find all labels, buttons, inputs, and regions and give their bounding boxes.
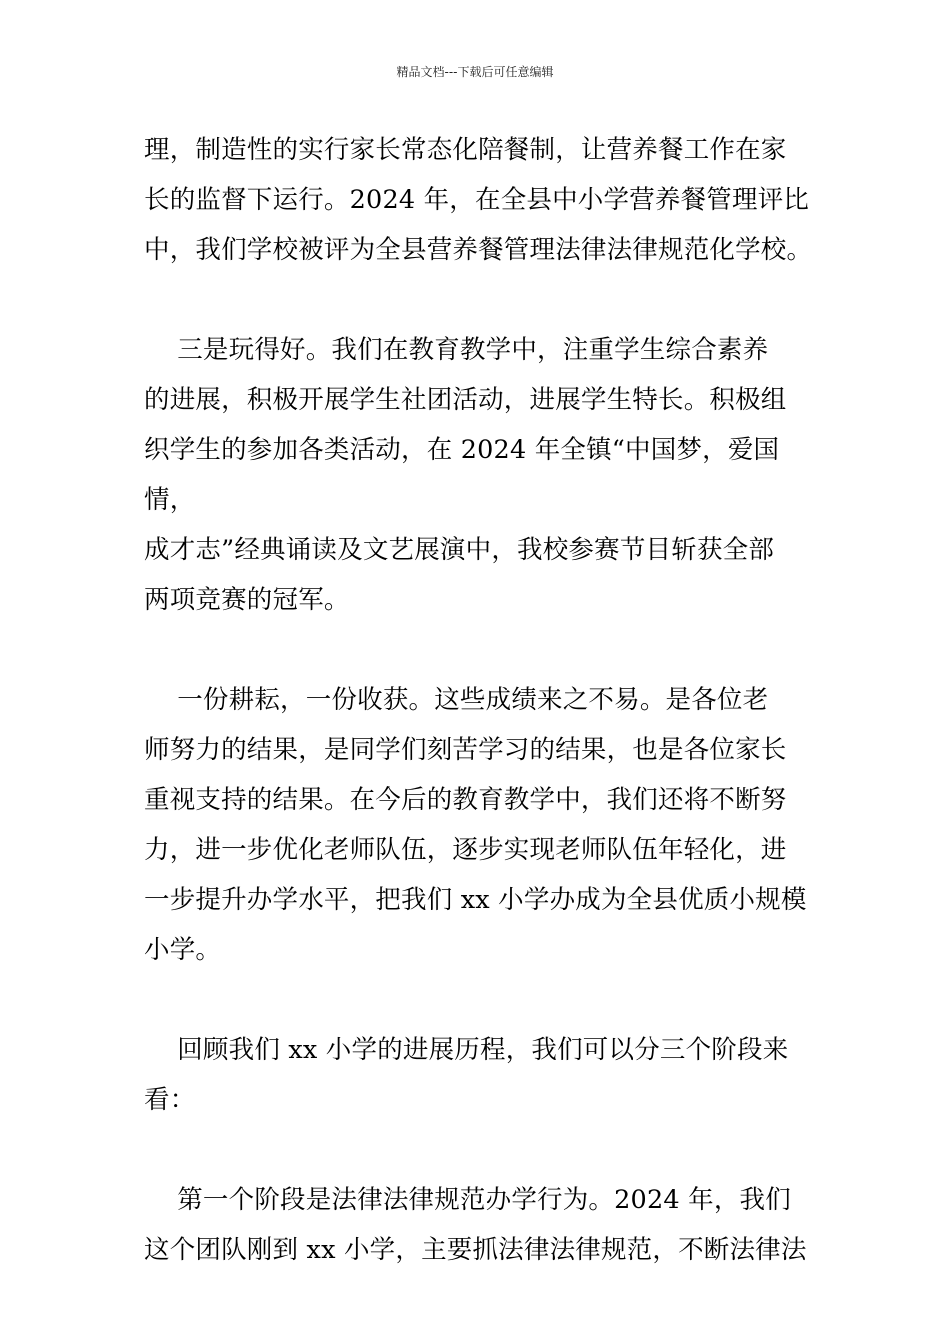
paragraph-gap [144, 625, 824, 675]
text-line: 三是玩得好。我们在教育教学中，注重学生综合素养 [144, 335, 769, 365]
text-line: 这个团队刚到 xx 小学，主要抓法律法律规范，不断法律法 [144, 1235, 807, 1265]
page-header: 精品文档---下载后可任意编辑 [396, 65, 554, 79]
text-line: 长的监督下运行。2024 年，在全县中小学营养餐管理评比 [144, 185, 810, 215]
text-line: 的进展，积极开展学生社团活动，进展学生特长。积极组 [144, 385, 787, 415]
paragraph-gap [144, 975, 824, 1025]
text-line: 一步提升办学水平，把我们 xx 小学办成为全县优质小规模 [144, 885, 807, 915]
text-line: 看： [144, 1085, 196, 1115]
text-line: 理，制造性的实行家长常态化陪餐制，让营养餐工作在家 [144, 135, 787, 165]
text-line: 重视支持的结果。在今后的教育教学中，我们还将不断努 [144, 785, 787, 815]
text-line: 小学。 [144, 935, 222, 965]
text-line: 织学生的参加各类活动，在 2024 年全镇“中国梦，爱国情， [144, 435, 780, 515]
paragraph-gap [144, 1125, 824, 1175]
paragraph-review [144, 1025, 824, 1125]
text-line: 两项竞赛的冠军。 [144, 585, 350, 615]
text-line: 力，进一步优化老师队伍，逐步实现老师队伍年轻化，进 [144, 835, 787, 865]
text-line: 一份耕耘，一份收获。这些成绩来之不易。是各位老 [144, 685, 769, 715]
paragraph-meal-supervision [144, 125, 824, 275]
text-line: 成才志”经典诵读及文艺展演中，我校参赛节目斩获全部 [144, 535, 775, 565]
text-line: 师努力的结果，是同学们刻苦学习的结果，也是各位家长 [144, 735, 787, 765]
document-body [144, 125, 824, 1275]
paragraph-play-well [144, 325, 824, 625]
text-line: 中，我们学校被评为全县营养餐管理法律法律规范化学校。 [144, 235, 813, 265]
paragraph-first-stage [144, 1175, 824, 1275]
text-line: 第一个阶段是法律法律规范办学行为。2024 年，我们 [144, 1185, 791, 1215]
paragraph-harvest [144, 675, 824, 975]
paragraph-gap [144, 275, 824, 325]
text-line: 回顾我们 xx 小学的进展历程，我们可以分三个阶段来 [144, 1035, 789, 1065]
